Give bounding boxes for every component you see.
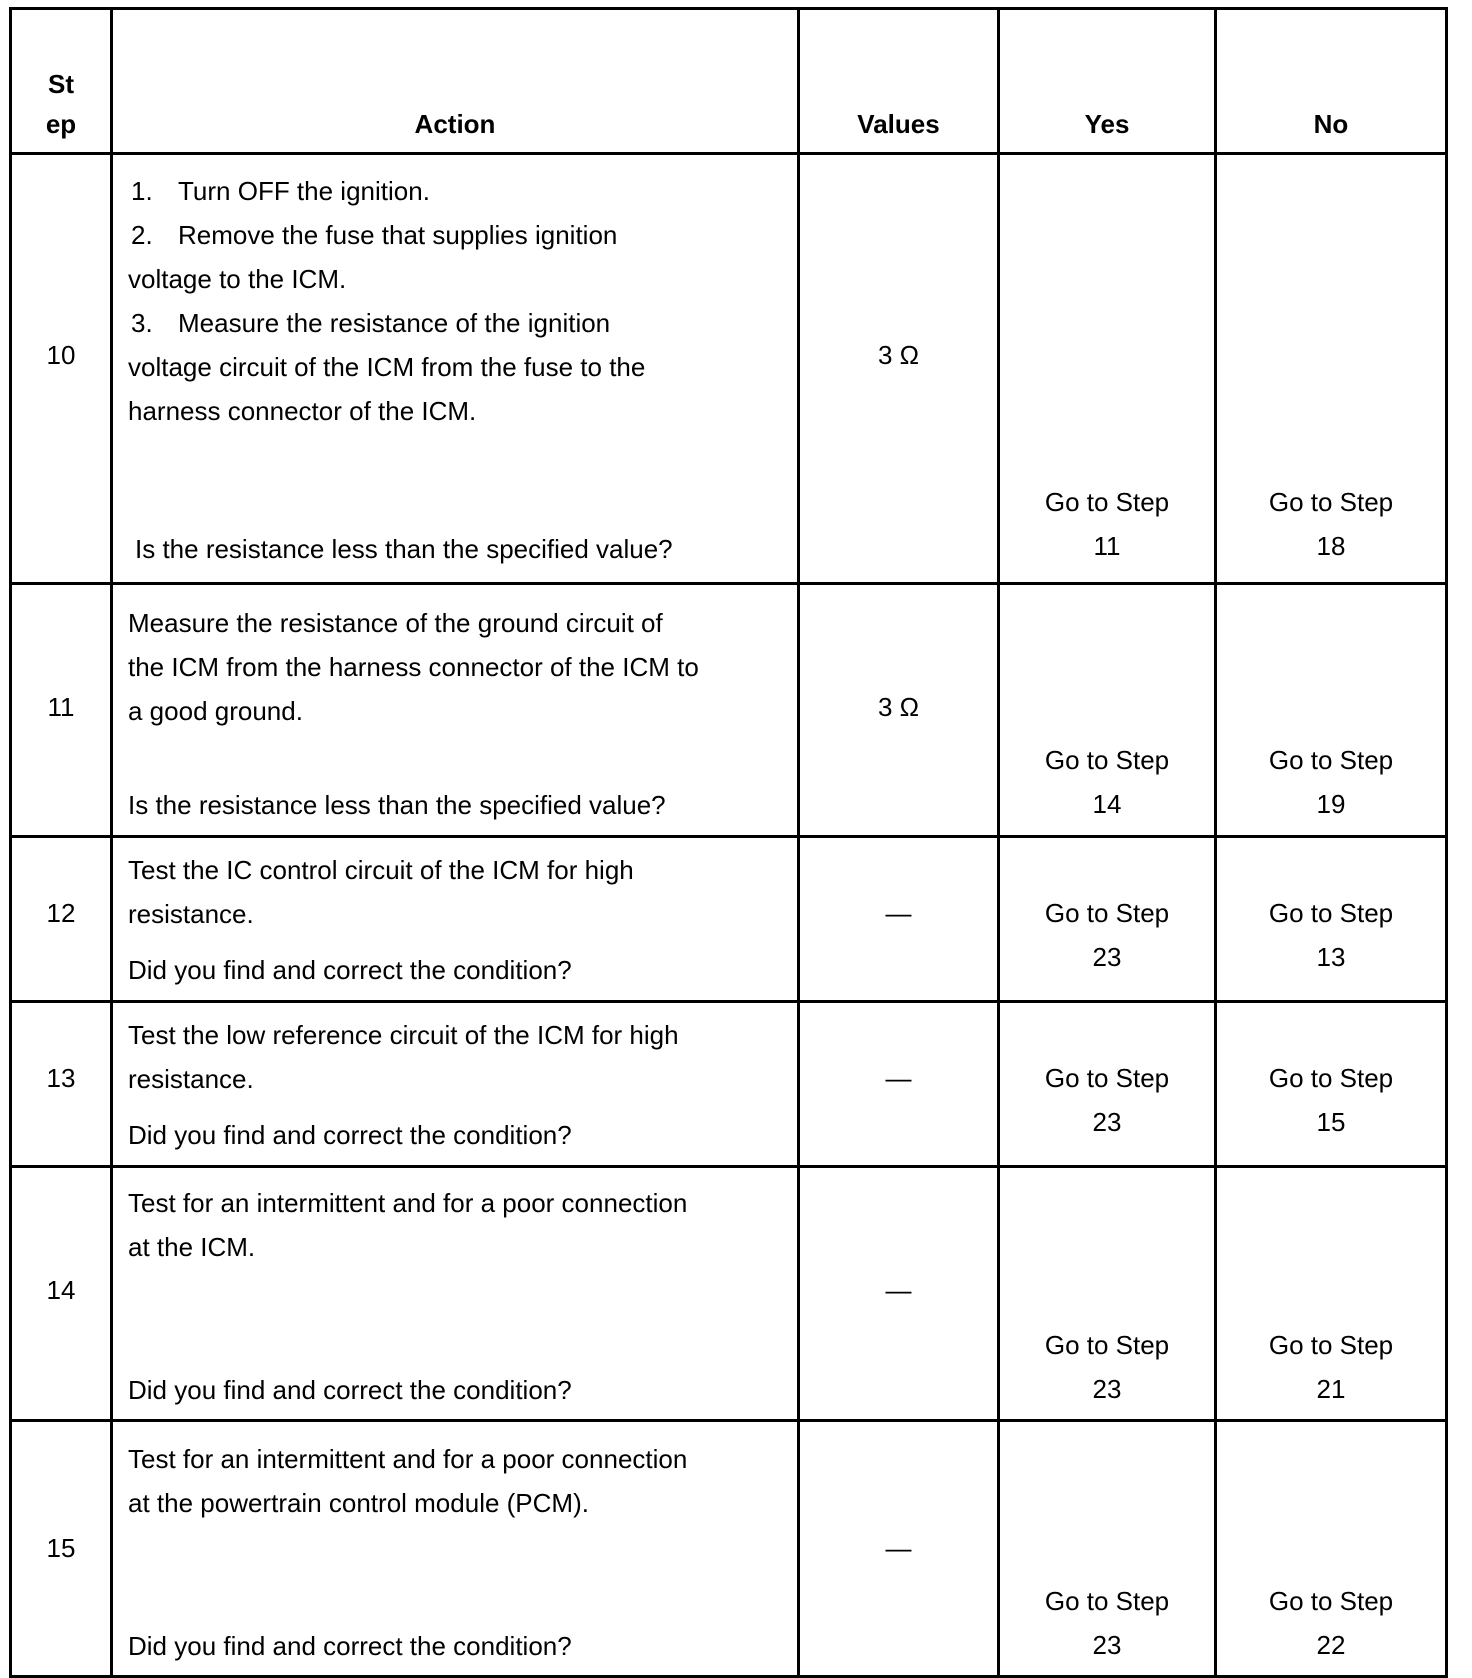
step-cell bbox=[11, 584, 112, 837]
action-cell bbox=[112, 837, 799, 1002]
action-line-text: harness connector of the ICM. bbox=[128, 396, 477, 426]
no-cell bbox=[1216, 837, 1447, 1002]
action-cell bbox=[112, 154, 799, 584]
yes-goto bbox=[1000, 480, 1214, 568]
spec-value: — bbox=[885, 1533, 912, 1563]
header-values: Values bbox=[799, 9, 999, 154]
action-line bbox=[128, 645, 787, 689]
no-goto-step: 19 bbox=[1316, 789, 1346, 819]
no-goto bbox=[1217, 738, 1445, 826]
step-number: 10 bbox=[46, 340, 76, 370]
no-goto-label: Go to Step bbox=[1268, 1586, 1394, 1616]
yes-goto bbox=[1000, 1323, 1214, 1411]
yes-goto-step: 14 bbox=[1092, 789, 1122, 819]
yes-goto-label: Go to Step bbox=[1044, 745, 1170, 775]
yes-goto-step: 11 bbox=[1093, 531, 1121, 561]
action-cell bbox=[112, 1421, 799, 1677]
yes-cell bbox=[999, 837, 1216, 1002]
action-line-text: resistance. bbox=[128, 1064, 254, 1094]
action-line bbox=[128, 892, 787, 936]
yes-goto bbox=[1000, 1579, 1214, 1667]
no-goto-label: Go to Step bbox=[1268, 1063, 1394, 1093]
no-goto-step: 18 bbox=[1316, 531, 1346, 561]
no-goto-step: 21 bbox=[1316, 1374, 1346, 1404]
yes-goto-label: Go to Step bbox=[1044, 1330, 1170, 1360]
values-cell bbox=[799, 1421, 999, 1677]
action-line bbox=[128, 1437, 787, 1481]
action-cell bbox=[112, 1002, 799, 1167]
action-line-text: Test the IC control circuit of the ICM for high bbox=[128, 855, 634, 885]
action-cell bbox=[112, 584, 799, 837]
action-line-text: voltage circuit of the ICM from the fuse to the bbox=[128, 352, 646, 382]
no-goto-label: Go to Step bbox=[1268, 898, 1394, 928]
no-goto-step: 22 bbox=[1316, 1630, 1346, 1660]
yes-goto-step: 23 bbox=[1092, 1630, 1122, 1660]
header-step bbox=[11, 9, 112, 154]
header-yes: Yes bbox=[999, 9, 1216, 154]
header-row bbox=[11, 9, 1447, 154]
step-number: 12 bbox=[46, 898, 76, 928]
step-cell bbox=[11, 1421, 112, 1677]
yes-goto-label: Go to Step bbox=[1044, 487, 1170, 517]
action-question: Is the resistance less than the specified value? bbox=[135, 534, 673, 564]
table-row bbox=[11, 837, 1447, 1002]
values-cell bbox=[799, 584, 999, 837]
action-line-text: Test the low reference circuit of the ICM for high bbox=[128, 1020, 679, 1050]
yes-goto-label: Go to Step bbox=[1044, 1586, 1170, 1616]
table-row bbox=[11, 154, 1447, 584]
action-line bbox=[128, 689, 787, 733]
table-row bbox=[11, 1002, 1447, 1167]
action-line-text: Measure the resistance of the ground circuit of bbox=[128, 608, 663, 638]
yes-goto-step: 23 bbox=[1092, 1107, 1122, 1137]
no-goto-label: Go to Step bbox=[1268, 1330, 1394, 1360]
step-number: 11 bbox=[47, 692, 75, 722]
no-cell bbox=[1216, 584, 1447, 837]
no-goto bbox=[1217, 891, 1445, 979]
action-line-text: the ICM from the harness connector of the ICM to bbox=[128, 652, 699, 682]
no-cell bbox=[1216, 1167, 1447, 1421]
yes-goto-label: Go to Step bbox=[1044, 1063, 1170, 1093]
action-question: Did you find and correct the condition? bbox=[128, 955, 572, 985]
no-goto bbox=[1217, 1323, 1445, 1411]
action-line bbox=[128, 1225, 787, 1269]
no-goto-label: Go to Step bbox=[1268, 745, 1394, 775]
header-no: No bbox=[1216, 9, 1447, 154]
action-line bbox=[128, 1181, 787, 1225]
action-line bbox=[128, 389, 787, 433]
action-line-number: 3. bbox=[131, 308, 153, 338]
action-line bbox=[128, 1481, 787, 1525]
yes-cell bbox=[999, 1421, 1216, 1677]
action-question: Did you find and correct the condition? bbox=[128, 1120, 572, 1150]
no-goto-step: 13 bbox=[1316, 942, 1346, 972]
action-cell bbox=[112, 1167, 799, 1421]
yes-goto bbox=[1000, 891, 1214, 979]
spec-value: — bbox=[885, 1275, 912, 1305]
action-line bbox=[128, 169, 787, 213]
table-body bbox=[11, 154, 1447, 1677]
spec-value: — bbox=[885, 898, 912, 928]
yes-goto-step: 23 bbox=[1092, 942, 1122, 972]
step-number: 13 bbox=[46, 1063, 76, 1093]
action-line-text: Turn OFF the ignition. bbox=[178, 176, 430, 206]
action-line-text: resistance. bbox=[128, 899, 254, 929]
action-line-text: Measure the resistance of the ignition bbox=[178, 308, 611, 338]
header-action: Action bbox=[112, 9, 799, 154]
action-line-text: Test for an intermittent and for a poor connection bbox=[128, 1188, 688, 1218]
yes-goto-step: 23 bbox=[1092, 1374, 1122, 1404]
action-question: Is the resistance less than the specified value? bbox=[128, 790, 666, 820]
action-line-text: at the powertrain control module (PCM). bbox=[128, 1488, 589, 1518]
no-cell bbox=[1216, 1421, 1447, 1677]
action-line-text: Remove the fuse that supplies ignition bbox=[178, 220, 618, 250]
diagnostic-table bbox=[9, 7, 1448, 1678]
action-line-number: 2. bbox=[131, 220, 153, 250]
no-goto-step: 15 bbox=[1316, 1107, 1346, 1137]
action-line bbox=[128, 601, 787, 645]
yes-cell bbox=[999, 154, 1216, 584]
yes-goto-label: Go to Step bbox=[1044, 898, 1170, 928]
action-line bbox=[128, 1013, 787, 1057]
spec-value: 3 Ω bbox=[877, 692, 920, 722]
yes-cell bbox=[999, 1167, 1216, 1421]
action-line bbox=[128, 301, 787, 345]
step-number: 15 bbox=[46, 1533, 76, 1563]
no-cell bbox=[1216, 154, 1447, 584]
no-goto bbox=[1217, 480, 1445, 568]
action-line bbox=[128, 257, 787, 301]
spec-value: — bbox=[885, 1063, 912, 1093]
step-cell bbox=[11, 837, 112, 1002]
action-line-number: 1. bbox=[131, 176, 153, 206]
header-step-line1: St bbox=[48, 69, 74, 99]
table-row bbox=[11, 1421, 1447, 1677]
no-goto-label: Go to Step bbox=[1268, 487, 1394, 517]
no-goto bbox=[1217, 1579, 1445, 1667]
step-cell bbox=[11, 1002, 112, 1167]
step-cell bbox=[11, 154, 112, 584]
no-cell bbox=[1216, 1002, 1447, 1167]
spec-value: 3 Ω bbox=[877, 340, 920, 370]
action-line-text: Test for an intermittent and for a poor connection bbox=[128, 1444, 688, 1474]
step-number: 14 bbox=[46, 1275, 76, 1305]
action-line-text: at the ICM. bbox=[128, 1232, 256, 1262]
action-line bbox=[128, 848, 787, 892]
yes-cell bbox=[999, 584, 1216, 837]
action-line bbox=[128, 345, 787, 389]
action-question: Did you find and correct the condition? bbox=[128, 1375, 572, 1405]
values-cell bbox=[799, 837, 999, 1002]
action-line-text: a good ground. bbox=[128, 696, 303, 726]
action-question: Did you find and correct the condition? bbox=[128, 1631, 572, 1661]
table-row bbox=[11, 584, 1447, 837]
no-goto bbox=[1217, 1056, 1445, 1144]
yes-cell bbox=[999, 1002, 1216, 1167]
yes-goto bbox=[1000, 1056, 1214, 1144]
table-row bbox=[11, 1167, 1447, 1421]
values-cell bbox=[799, 1167, 999, 1421]
action-line-text: voltage to the ICM. bbox=[128, 264, 347, 294]
action-line bbox=[128, 213, 787, 257]
values-cell bbox=[799, 154, 999, 584]
step-cell bbox=[11, 1167, 112, 1421]
action-line bbox=[128, 1057, 787, 1101]
header-step-line2: ep bbox=[45, 109, 77, 139]
yes-goto bbox=[1000, 738, 1214, 826]
values-cell bbox=[799, 1002, 999, 1167]
